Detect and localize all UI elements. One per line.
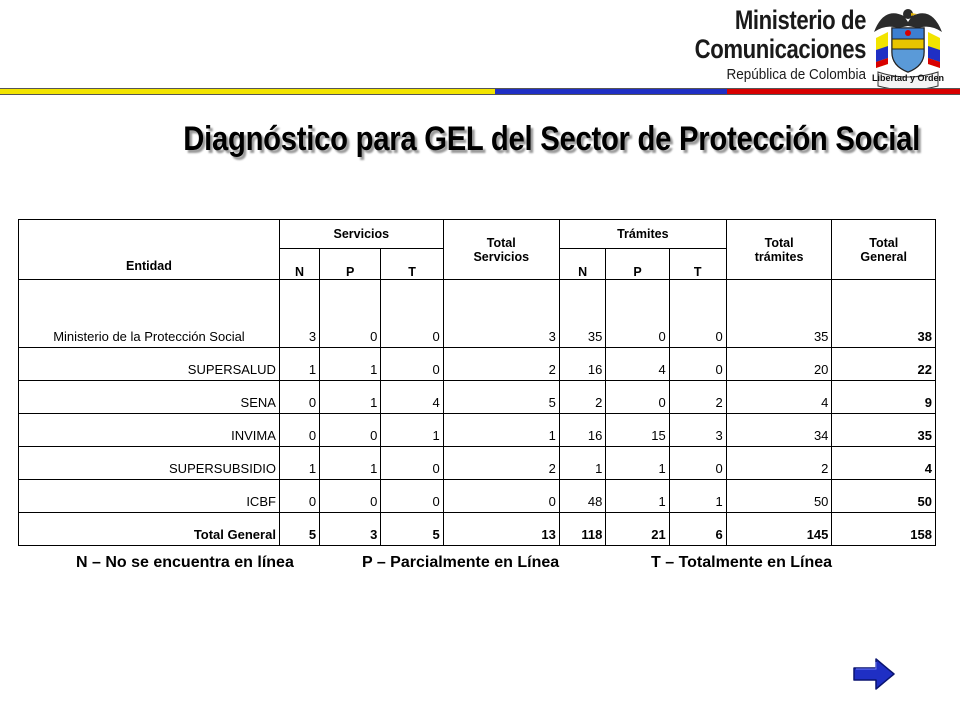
cell-tramites-t: 0	[669, 447, 726, 480]
cell-total-tramites: 50	[726, 480, 832, 513]
cell-entidad: ICBF	[19, 480, 280, 513]
col-header-servicios-t: T	[381, 249, 443, 280]
legend-t: T – Totalmente en Línea	[651, 554, 833, 571]
cell-total-tramites: 4	[726, 381, 832, 414]
cell-servicios-t: 4	[381, 381, 443, 414]
col-header-tramites: Trámites	[559, 220, 726, 249]
col-header-servicios: Servicios	[279, 220, 443, 249]
cell-servicios-p: 1	[320, 348, 381, 381]
cell-tramites-t: 6	[669, 513, 726, 546]
flag-band-blue	[495, 88, 727, 95]
table-row	[19, 381, 936, 414]
cell-total-servicios: 2	[443, 348, 559, 381]
legend-p: P – Parcialmente en Línea	[362, 554, 560, 571]
col-header-entidad: Entidad	[19, 220, 280, 280]
col-header-tramites-p: P	[606, 249, 669, 280]
cell-tramites-t: 0	[669, 280, 726, 348]
cell-total-tramites: 20	[726, 348, 832, 381]
cell-tramites-n: 2	[559, 381, 605, 414]
cell-entidad: SUPERSUBSIDIO	[19, 447, 280, 480]
flag-band-red	[727, 88, 960, 95]
cell-tramites-n: 16	[559, 348, 605, 381]
cell-tramites-p: 1	[606, 480, 669, 513]
cell-tramites-t: 2	[669, 381, 726, 414]
col-header-total-servicios	[443, 220, 559, 280]
cell-servicios-n: 1	[279, 447, 319, 480]
cell-servicios-p: 1	[320, 447, 381, 480]
cell-servicios-t: 0	[381, 447, 443, 480]
cell-total-general: 22	[832, 348, 936, 381]
cell-total-tramites: 34	[726, 414, 832, 447]
org-name-line1: Ministerio de	[734, 5, 866, 35]
table-row	[19, 447, 936, 480]
cell-servicios-t: 0	[381, 348, 443, 381]
cell-tramites-n: 48	[559, 480, 605, 513]
cell-total-general: 9	[832, 381, 936, 414]
ministry-logo-text	[657, 6, 866, 85]
cell-total-servicios: 0	[443, 480, 559, 513]
legend-n: N – No se encuentra en línea	[76, 554, 294, 571]
col-header-total-general-line1: Total	[869, 235, 899, 250]
cell-entidad: SUPERSALUD	[19, 348, 280, 381]
col-header-total-general	[832, 220, 936, 280]
cell-tramites-t: 0	[669, 348, 726, 381]
col-header-servicios-n: N	[279, 249, 319, 280]
cell-servicios-n: 3	[279, 280, 319, 348]
cell-total-servicios: 3	[443, 280, 559, 348]
cell-servicios-n: 1	[279, 348, 319, 381]
table-row	[19, 414, 936, 447]
flag-band	[0, 88, 960, 96]
cell-tramites-p: 0	[606, 280, 669, 348]
cell-tramites-p: 15	[606, 414, 669, 447]
cell-total-servicios: 5	[443, 381, 559, 414]
cell-servicios-p: 0	[320, 280, 381, 348]
col-header-total-servicios-line1: Total	[486, 235, 516, 250]
cell-servicios-t: 1	[381, 414, 443, 447]
col-header-servicios-p: P	[320, 249, 381, 280]
cell-tramites-n: 118	[559, 513, 605, 546]
cell-servicios-p: 0	[320, 480, 381, 513]
cell-total-tramites: 35	[726, 280, 832, 348]
cell-entidad: Ministerio de la Protección Social	[19, 280, 280, 348]
cell-tramites-t: 1	[669, 480, 726, 513]
cell-entidad: SENA	[19, 381, 280, 414]
col-header-total-tramites-line2: trámites	[754, 249, 804, 264]
cell-servicios-t: 0	[381, 280, 443, 348]
cell-total-servicios: 2	[443, 447, 559, 480]
cell-total-general: 38	[832, 280, 936, 348]
col-header-total-tramites	[726, 220, 832, 280]
col-header-total-general-line2: General	[860, 249, 907, 264]
cell-entidad: Total General	[19, 513, 280, 546]
cell-total-general: 35	[832, 414, 936, 447]
cell-servicios-t: 5	[381, 513, 443, 546]
cell-total-servicios: 13	[443, 513, 559, 546]
cell-tramites-n: 35	[559, 280, 605, 348]
cell-servicios-n: 0	[279, 480, 319, 513]
cell-total-tramites: 145	[726, 513, 832, 546]
col-header-tramites-n: N	[559, 249, 605, 280]
flag-band-yellow	[0, 88, 495, 95]
table-total-row	[19, 513, 936, 546]
arrow-right-icon[interactable]	[850, 656, 898, 692]
cell-servicios-t: 0	[381, 480, 443, 513]
table-row	[19, 280, 936, 348]
cell-servicios-p: 3	[320, 513, 381, 546]
cell-tramites-p: 0	[606, 381, 669, 414]
cell-total-general: 50	[832, 480, 936, 513]
table-row	[19, 480, 936, 513]
col-header-total-tramites-line1: Total	[764, 235, 794, 250]
country-name: República de Colombia	[726, 66, 866, 83]
cell-total-general: 158	[832, 513, 936, 546]
cell-servicios-p: 1	[320, 381, 381, 414]
table-header-row-1	[19, 220, 936, 249]
cell-tramites-n: 1	[559, 447, 605, 480]
cell-tramites-p: 21	[606, 513, 669, 546]
cell-total-tramites: 2	[726, 447, 832, 480]
col-header-tramites-t: T	[669, 249, 726, 280]
crest-motto: Libertad y Orden	[872, 73, 945, 83]
table-row	[19, 348, 936, 381]
page-title: Diagnóstico para GEL del Sector de Protección Social	[183, 120, 921, 158]
org-name-line2: Comunicaciones	[694, 34, 866, 64]
cell-total-servicios: 1	[443, 414, 559, 447]
col-header-total-servicios-line2: Servicios	[473, 249, 530, 264]
cell-servicios-n: 5	[279, 513, 319, 546]
cell-servicios-n: 0	[279, 414, 319, 447]
cell-tramites-p: 1	[606, 447, 669, 480]
cell-tramites-t: 3	[669, 414, 726, 447]
diagnostic-table	[18, 219, 936, 546]
cell-entidad: INVIMA	[19, 414, 280, 447]
cell-servicios-p: 0	[320, 414, 381, 447]
cell-tramites-p: 4	[606, 348, 669, 381]
cell-servicios-n: 0	[279, 381, 319, 414]
cell-total-general: 4	[832, 447, 936, 480]
cell-tramites-n: 16	[559, 414, 605, 447]
